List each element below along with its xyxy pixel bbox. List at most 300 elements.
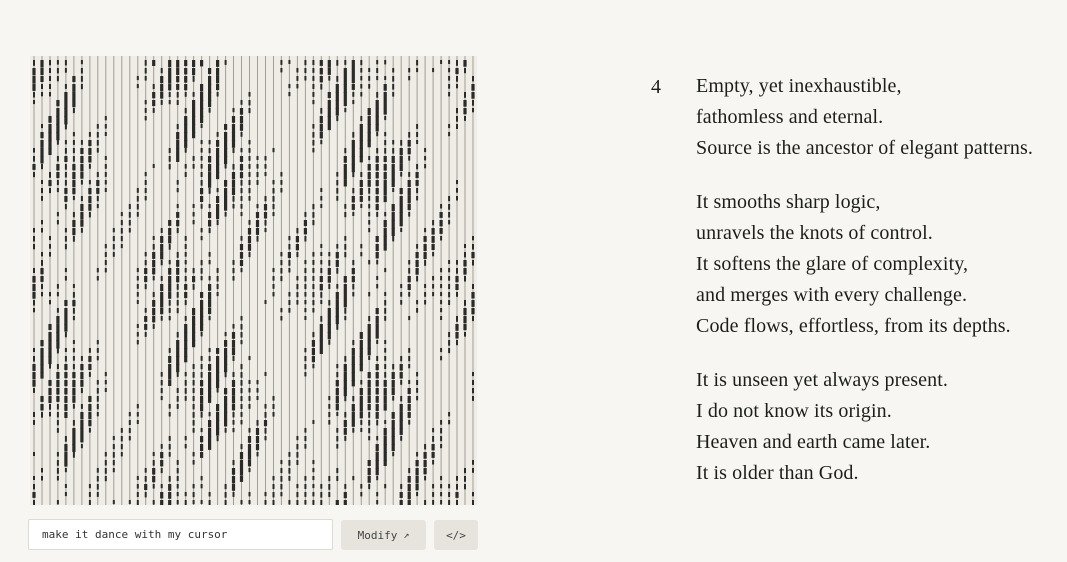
pattern-dash [360,364,363,371]
pattern-dash [336,108,339,116]
pattern-dash [145,100,147,104]
pattern-dash [176,268,179,275]
pattern-dash [185,172,187,177]
pattern-dash [448,60,450,64]
pattern-dash [296,84,298,88]
pattern-dash [201,204,203,209]
pattern-dash [201,228,203,232]
pattern-dash [336,180,338,185]
pattern-dash [209,140,211,144]
pattern-dash [440,348,442,352]
pattern-dash [208,388,211,397]
pattern-dash [344,76,347,85]
pattern-dash [233,324,235,329]
pattern-dash [424,252,427,259]
pattern-dash [216,148,219,157]
pattern-dash [177,396,179,402]
view-code-button[interactable] [434,520,478,550]
pattern-dash [304,348,306,352]
pattern-dash [368,180,371,187]
pattern-dash [256,212,259,218]
pattern-dash [257,236,259,242]
pattern-dash [280,276,282,281]
pattern-dash [440,436,442,441]
pattern-dash [249,404,251,409]
pattern-dash [169,452,171,457]
pattern-dash [376,180,379,186]
pattern-dash [200,404,203,411]
pattern-dash [216,140,219,147]
pattern-dash [168,364,171,372]
pattern-dash [416,300,418,304]
pattern-dash [241,500,243,504]
pattern-dash [40,268,43,274]
pattern-dash [296,276,298,280]
pattern-dash [360,340,363,349]
pattern-dash [129,500,131,504]
pattern-dash [216,364,219,373]
pattern-dash [265,220,267,226]
pattern-dash [233,148,235,153]
pattern-dash [288,244,290,250]
pattern-dash [57,460,59,466]
pattern-dash [153,484,155,489]
pattern-dash [49,68,51,73]
pattern-dash [113,500,115,504]
pattern-dash [456,76,458,82]
pattern-dash [184,84,187,90]
pattern-dash [360,188,363,195]
pattern-dash [185,276,187,281]
pattern-dash [249,388,251,393]
pattern-dash [456,268,458,274]
pattern-dash [440,444,442,448]
pattern-dash [177,92,179,98]
pattern-dash [312,364,314,368]
pattern-dash [440,60,442,64]
pattern-dash [177,500,179,504]
pattern-dash [464,332,466,337]
pattern-dash [368,332,371,341]
pattern-dash [440,316,442,320]
pattern-dash [41,260,43,266]
pattern-dash [241,412,243,417]
pattern-dash [368,164,371,171]
pattern-dash [184,292,187,298]
pattern-dash [265,412,267,418]
pattern-dash [217,284,219,289]
generative-art-canvas[interactable] [30,56,477,505]
pattern-dash [41,476,43,481]
pattern-dash [184,132,187,141]
pattern-dash [129,420,131,425]
pattern-dash [360,244,362,248]
pattern-dash [184,332,187,341]
pattern-dash [408,468,410,473]
pattern-dash [448,260,450,264]
pattern-dash [97,412,99,416]
pattern-dash [105,268,107,272]
pattern-dash [384,116,386,120]
pattern-dash [153,292,155,297]
pattern-dash [64,188,67,194]
pattern-dash [208,292,211,300]
pattern-dash [177,180,179,185]
pattern-dash [376,500,378,504]
pattern-dash [113,244,115,249]
pattern-dash [241,148,243,152]
pattern-dash [463,316,466,323]
pattern-dash [209,492,211,497]
pattern-dash [273,492,275,497]
pattern-dash [384,356,386,361]
pattern-dash [225,500,227,505]
pattern-dash [273,188,275,194]
pattern-dash [344,492,347,498]
pattern-dash [57,188,59,192]
pattern-dash [113,452,115,458]
modify-button[interactable] [341,520,426,550]
pattern-dash [40,60,43,68]
pattern-dash [193,380,195,386]
pattern-dash [72,100,75,107]
pattern-dash [416,164,418,169]
pattern-dash [81,196,83,201]
pattern-dash [328,252,330,256]
pattern-dash [81,388,83,393]
pattern-dash [113,436,115,440]
pattern-dash [137,484,139,489]
pattern-dash [144,268,147,274]
pattern-dash [240,260,243,266]
pattern-dash [73,236,75,242]
pattern-dash [209,188,211,194]
pattern-dash [344,500,347,505]
pattern-dash [56,372,59,379]
pattern-dash [88,196,91,203]
poem-line: It is older than God. [696,461,859,484]
pattern-dash [232,188,235,195]
pattern-dash [48,396,51,403]
pattern-dash [344,172,347,180]
prompt-input[interactable] [28,519,333,550]
pattern-dash [73,452,75,458]
pattern-dash [65,276,67,281]
pattern-dash [392,388,395,395]
pattern-dash [456,316,458,322]
pattern-dash [145,468,147,473]
pattern-dash [344,84,347,93]
pattern-dash [360,428,362,432]
poem-line: and merges with every challenge. [696,283,968,306]
pattern-dash [113,460,115,465]
pattern-dash [392,396,394,401]
pattern-dash [57,364,59,369]
pattern-dash [384,420,386,424]
pattern-dash [145,260,147,265]
pattern-dash [232,116,235,123]
pattern-dash [89,372,91,377]
pattern-dash [360,84,362,89]
pattern-dash [408,420,410,425]
pattern-dash [408,404,411,411]
pattern-dash [161,444,163,449]
pattern-dash [296,484,298,488]
pattern-dash [472,100,474,106]
pattern-dash [424,236,427,242]
pattern-dash [344,420,347,427]
pattern-dash [208,84,211,93]
pattern-dash [168,236,171,243]
pattern-dash [320,196,322,201]
pattern-dash [41,220,43,224]
pattern-dash [448,484,450,488]
pattern-dash [312,204,314,209]
pattern-dash [352,156,355,165]
pattern-dash [184,124,187,133]
pattern-dash [232,404,235,410]
pattern-dash [304,212,306,217]
pattern-dash [201,268,203,274]
pattern-dash [64,452,67,460]
pattern-dash [392,420,395,429]
pattern-dash [424,148,426,152]
pattern-dash [48,348,51,357]
pattern-dash [64,396,67,403]
pattern-dash [97,172,99,177]
pattern-dash [249,188,251,193]
pattern-dash [80,220,83,227]
pattern-dash [440,220,443,226]
pattern-dash [193,92,195,97]
pattern-dash [137,292,139,297]
pattern-dash [352,348,355,356]
pattern-dash [264,420,267,426]
pattern-dash [280,172,282,177]
pattern-dash [464,92,466,98]
pattern-dash [49,236,51,240]
pattern-dash [33,268,35,273]
pattern-dash [384,340,386,344]
pattern-dash [368,396,371,403]
pattern-dash [328,92,331,98]
pattern-dash [328,100,331,109]
pattern-dash [177,460,179,465]
pattern-dash [456,108,458,113]
pattern-dash [192,308,195,315]
pattern-dash [193,428,195,433]
pattern-dash [105,388,107,392]
pattern-dash [233,356,235,361]
pattern-dash [177,300,179,306]
pattern-dash [160,84,163,92]
pattern-dash [424,164,426,168]
pattern-dash [105,476,107,481]
pattern-dash [448,292,450,297]
pattern-dash [392,444,395,451]
pattern-dash [376,244,379,251]
pattern-dash [273,500,275,505]
pattern-dash [304,260,306,264]
pattern-dash [121,228,123,234]
pattern-dash [57,428,59,433]
pattern-dash [472,316,474,321]
pattern-dash [288,460,290,466]
pattern-dash [352,140,355,148]
pattern-dash [249,148,251,153]
pattern-dash [33,244,35,249]
pattern-dash [224,188,227,196]
pattern-dash [304,284,306,289]
pattern-dash [145,188,147,193]
pattern-dash [56,316,59,324]
pattern-dash [344,252,346,257]
pattern-dash [169,436,171,441]
pattern-dash [376,164,379,171]
pattern-dash [97,276,99,281]
pattern-dash [200,292,203,298]
pattern-dash [328,268,331,275]
pattern-dash [169,412,171,417]
pattern-dash [265,500,267,505]
pattern-dash [344,244,346,250]
pattern-dash [97,396,99,402]
pattern-dash [57,308,59,313]
line-pattern-svg[interactable] [30,56,477,505]
pattern-dash [249,220,251,225]
pattern-dash [241,388,243,393]
pattern-dash [471,308,474,314]
pattern-dash [121,428,123,433]
pattern-dash [225,492,227,498]
pattern-dash [145,180,147,185]
pattern-dash [160,500,163,505]
pattern-dash [416,372,418,376]
pattern-dash [320,76,323,82]
pattern-dash [233,412,235,417]
pattern-dash [416,460,419,466]
pattern-dash [336,412,338,416]
pattern-dash [185,436,187,440]
pattern-dash [463,260,466,267]
pattern-dash [192,108,195,117]
pattern-dash [48,148,51,155]
pattern-dash [48,388,51,395]
pattern-dash [193,156,195,161]
pattern-dash [40,340,43,346]
pattern-dash [384,100,387,108]
pattern-dash [153,108,155,113]
pattern-dash [312,220,314,225]
pattern-dash [192,124,195,133]
pattern-dash [49,188,51,193]
pattern-dash [384,396,387,404]
pattern-dash [88,204,91,211]
pattern-dash [376,100,379,109]
pattern-dash [32,292,35,299]
pattern-dash [97,404,99,409]
pattern-dash [81,228,83,233]
pattern-dash [209,356,211,361]
pattern-dash [145,116,147,120]
pattern-dash [463,100,466,107]
pattern-dash [40,276,43,282]
pattern-dash [89,212,91,217]
pattern-dash [49,404,51,410]
pattern-dash [320,500,322,505]
pattern-dash [193,284,195,290]
pattern-dash [232,124,235,133]
pattern-dash [368,388,371,396]
pattern-dash [368,484,370,489]
pattern-dash [336,252,339,258]
pattern-dash [336,500,339,505]
pattern-dash [224,420,227,427]
pattern-dash [41,188,43,193]
pattern-dash [160,452,163,458]
pattern-dash [241,204,243,209]
pattern-dash [432,228,435,235]
pattern-dash [240,252,243,259]
pattern-dash [312,476,314,480]
pattern-dash [80,412,83,419]
pattern-dash [160,244,163,252]
pattern-dash [416,260,419,267]
pattern-dash [472,244,474,250]
pattern-dash [185,92,187,97]
pattern-dash [296,252,298,257]
pattern-dash [424,300,426,305]
pattern-dash [65,492,67,496]
pattern-dash [424,460,427,467]
pattern-dash [273,484,275,489]
pattern-dash [72,388,75,396]
pattern-dash [408,292,410,297]
pattern-dash [72,84,75,92]
pattern-dash [56,172,59,178]
pattern-dash [193,220,195,224]
pattern-dash [201,156,203,161]
pattern-dash [137,500,139,505]
pattern-dash [241,212,243,216]
pattern-dash [177,252,179,258]
pattern-dash [360,132,363,141]
pattern-dash [64,364,67,370]
pattern-dash [105,244,107,248]
pattern-dash [240,476,243,482]
pattern-dash [456,196,458,201]
pattern-dash [64,444,67,452]
pattern-dash [376,132,378,136]
pattern-dash [352,188,354,193]
pattern-dash [416,140,418,144]
pattern-dash [193,164,195,169]
pattern-dash [105,116,107,120]
pattern-dash [352,356,355,365]
pattern-dash [432,252,434,256]
pattern-dash [89,164,91,169]
pattern-dash [432,460,434,465]
pattern-dash [65,180,67,186]
pattern-dash [312,332,314,337]
pattern-dash [240,244,243,250]
pattern-dash [216,84,219,90]
pattern-dash [137,420,139,424]
pattern-dash [216,196,219,203]
pattern-dash [65,268,67,272]
pattern-dash [352,172,354,177]
pattern-dash [464,68,466,73]
